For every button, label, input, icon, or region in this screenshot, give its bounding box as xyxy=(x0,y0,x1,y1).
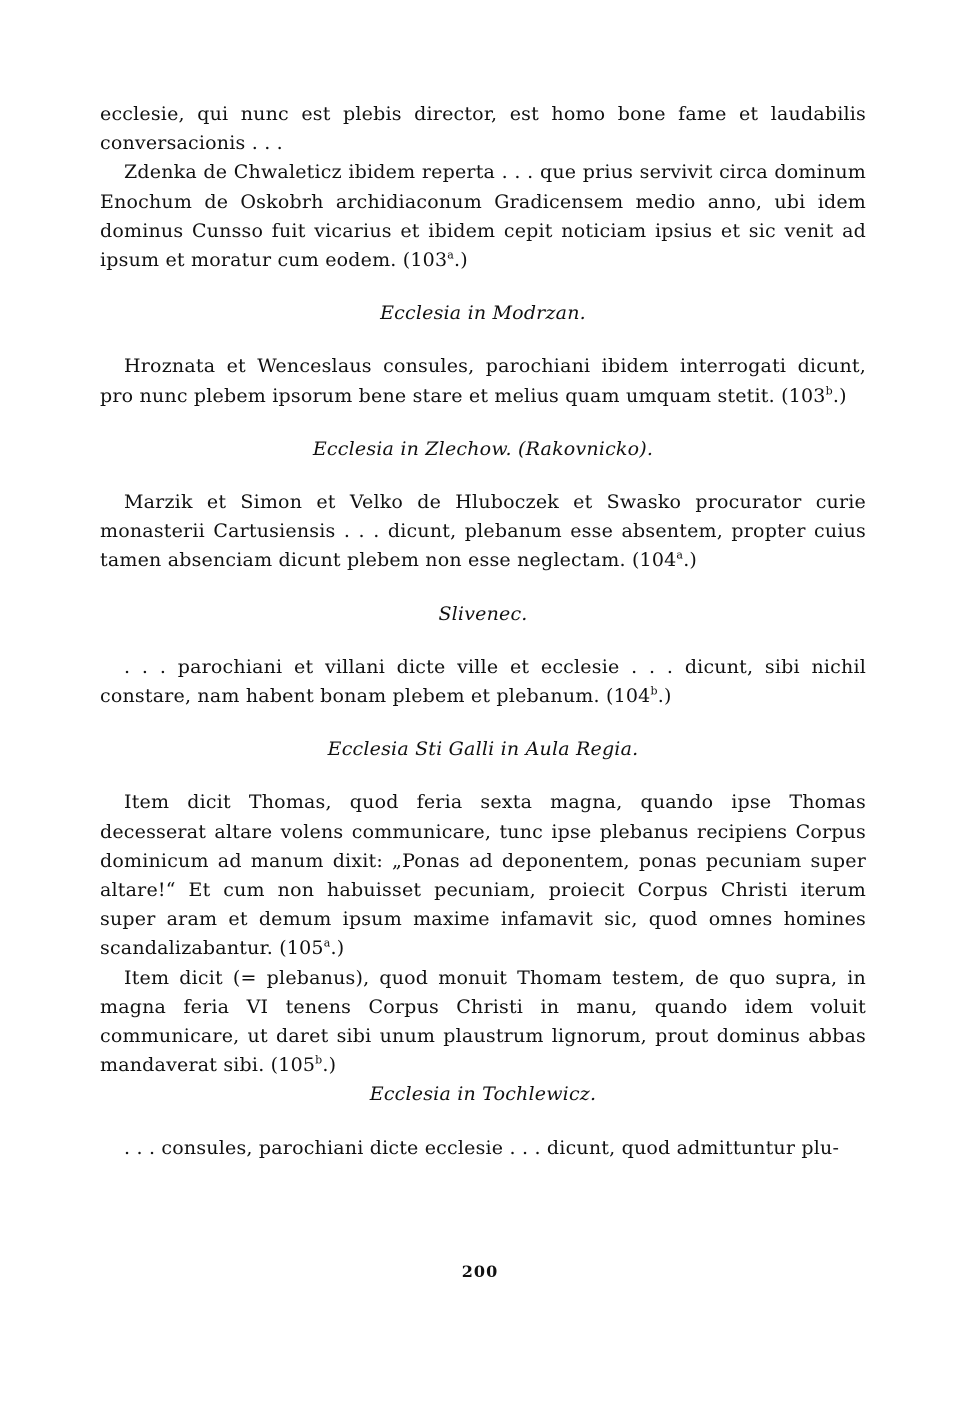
paragraph-parochiani xyxy=(100,653,866,711)
folio-tail: .) xyxy=(454,249,468,272)
paragraph-marzik xyxy=(100,488,866,576)
paragraph-consules xyxy=(100,1134,866,1163)
paragraph-text: Marzik et Simon et Velko de Hluboczek et Swasko procurator curie monasterii Cartusiensis . . . dicunt, plebanum esse absentem, propter cuius tamen absenciam dicunt plebem non esse neglectam. (104 xyxy=(100,491,866,572)
paragraph-zdenka xyxy=(100,158,866,275)
section-heading-modrzan: Ecclesia in Modrzan. xyxy=(380,302,586,325)
folio-tail: .) xyxy=(832,384,847,407)
folio-superscript: a xyxy=(447,248,455,262)
paragraph-text: Item dicit Thomas, quod feria sexta magna, quando ipse Thomas decesserat altare volens communicare, tunc ipse plebanus recipiens Corpus dominicum ad manum dixit: „Ponas ad deponentem, ponas pecuniam super altare!“ Et cum non habuisset pecuniam, proiecit Corpus Christi iterum super aram et demum ipsum maxime infamavit sic, quod omnes homines scandalizabantur. (105 xyxy=(100,791,866,960)
paragraph-hroznata xyxy=(100,352,866,410)
paragraph-text: Item dicit (= plebanus), quod monuit Thomam testem, de quo supra, in magna feria VI tenens Corpus Christi in manu, quando idem voluit communicare, ut daret sibi unum plaustrum lignorum, prout dominus abbas mandaverat sibi. (105 xyxy=(100,966,866,1077)
page-number: 200 xyxy=(461,1262,499,1281)
paragraph-plebanus xyxy=(100,964,866,1081)
paragraph-continuation xyxy=(100,100,866,158)
folio-tail: .) xyxy=(683,549,698,572)
paragraph-text: . . . consules, parochiani dicte ecclesie . . . dicunt, quod admittuntur plu- xyxy=(124,1136,840,1159)
folio-tail: .) xyxy=(322,1054,337,1077)
folio-superscript: b xyxy=(315,1053,323,1067)
paragraph-text: Zdenka de Chwaleticz ibidem reperta . . . que prius servivit circa dominum Enochum de Oskobrh archidiaconum Gradicensem medio anno, ubi idem dominus Cunsso fuit vicarius et ibidem cepit noticiam ipsius et sic venit ad ipsum et moratur cum eodem. (103 xyxy=(100,161,866,272)
paragraph-thomas xyxy=(100,788,866,963)
section-heading-tochlewicz: Ecclesia in Tochlewicz. xyxy=(369,1083,597,1106)
paragraph-text: . . . parochiani et villani dicte ville et ecclesie . . . dicunt, sibi nichil constare, nam habent bonam plebem et plebanum. (104 xyxy=(100,655,866,708)
section-heading-slivenec: Slivenec. xyxy=(438,602,528,625)
folio-superscript: b xyxy=(650,684,658,698)
paragraph-text: Hroznata et Wenceslaus consules, parochiani ibidem interrogati dicunt, pro nunc plebem ipsorum bene stare et melius quam umquam stetit. (103 xyxy=(100,355,866,407)
section-heading-galli: Ecclesia Sti Galli in Aula Regia. xyxy=(327,738,639,761)
section-heading-zlechow: Ecclesia in Zlechow. (Rakovnicko). xyxy=(312,437,654,460)
folio-tail: .) xyxy=(330,937,345,960)
folio-superscript: a xyxy=(323,937,331,951)
folio-superscript: b xyxy=(825,384,833,398)
folio-tail: .) xyxy=(657,685,672,708)
document-page xyxy=(100,100,866,1163)
folio-superscript: a xyxy=(676,549,684,563)
paragraph-text: ecclesie, qui nunc est plebis director, est homo bone fame et laudabilis conversacionis . . . xyxy=(100,103,866,155)
